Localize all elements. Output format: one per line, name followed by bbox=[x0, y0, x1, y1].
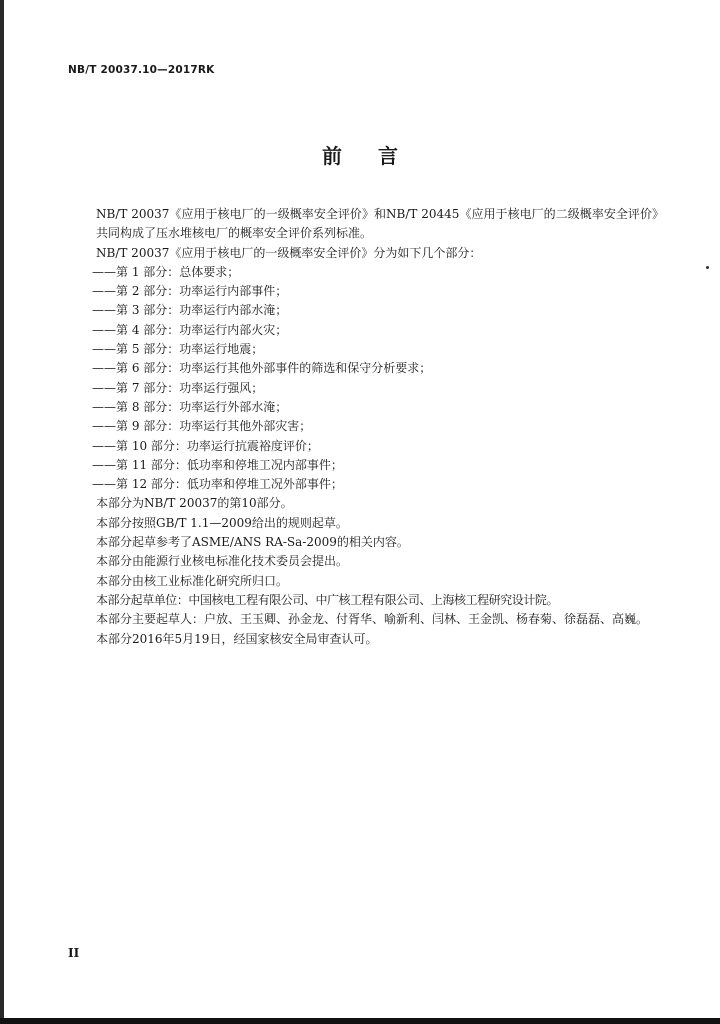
part-list-item: ——第 4 部分：功率运行内部火灾； bbox=[92, 322, 288, 337]
part-list-item: ——第 7 部分：功率运行强风； bbox=[92, 380, 264, 395]
reference-statement: 本部分起草参考了ASME/ANS RA-Sa-2009的相关内容。 bbox=[96, 535, 409, 550]
scan-speck bbox=[706, 266, 709, 269]
approval-statement: 本部分2016年5月19日，经国家核安全局审查认可。 bbox=[96, 631, 378, 646]
part-list-item: ——第 3 部分：功率运行内部水淹； bbox=[92, 303, 288, 318]
part-list-item: ——第 2 部分：功率运行内部事件； bbox=[92, 284, 288, 299]
part-list-item: ——第 1 部分：总体要求； bbox=[92, 264, 240, 279]
foreword-body bbox=[64, 205, 664, 649]
parts-intro-paragraph: NB/T 20037《应用于核电厂的一级概率安全评价》分为如下几个部分： bbox=[96, 245, 482, 260]
drafting-rules-statement: 本部分按照GB/T 1.1—2009给出的规则起草。 bbox=[96, 515, 348, 530]
scan-bottom-edge bbox=[0, 1018, 720, 1024]
intro-paragraph: NB/T 20037《应用于核电厂的一级概率安全评价》和NB/T 20445《应用于核电厂的二级概率安全评价》共同构成了压水堆核电厂的概率安全评价系列标准。 bbox=[96, 207, 664, 241]
part-list-item: ——第 11 部分：低功率和停堆工况内部事件； bbox=[92, 457, 343, 472]
drafters-statement: 本部分主要起草人：户放、王玉卿、孙金龙、付胥华、喻新利、闫林、王金凯、杨春菊、徐磊磊、高巍。 bbox=[96, 612, 649, 627]
part-list-item: ——第 6 部分：功率运行其他外部事件的筛选和保守分析要求； bbox=[92, 361, 432, 376]
administrator-statement: 本部分由核工业标准化研究所归口。 bbox=[96, 573, 289, 588]
proposer-statement: 本部分由能源行业核电标准化技术委员会提出。 bbox=[96, 554, 349, 569]
page-title: 前言 bbox=[322, 144, 434, 168]
part-list-item: ——第 8 部分：功率运行外部水淹； bbox=[92, 399, 288, 414]
part-list-item: ——第 12 部分：低功率和停堆工况外部事件； bbox=[92, 477, 343, 492]
page-number: II bbox=[68, 946, 80, 960]
standard-code-header: NB/T 20037.10—2017RK bbox=[68, 64, 215, 76]
part-list-item: ——第 9 部分：功率运行其他外部灾害； bbox=[92, 419, 312, 434]
drafting-units-statement: 本部分起草单位：中国核电工程有限公司、中广核工程有限公司、上海核工程研究设计院。 bbox=[96, 592, 559, 607]
part-list-item: ——第 5 部分：功率运行地震； bbox=[92, 342, 264, 357]
part-list-item: ——第 10 部分：功率运行抗震裕度评价； bbox=[92, 438, 319, 453]
part-number-statement: 本部分为NB/T 20037的第10部分。 bbox=[96, 496, 293, 511]
